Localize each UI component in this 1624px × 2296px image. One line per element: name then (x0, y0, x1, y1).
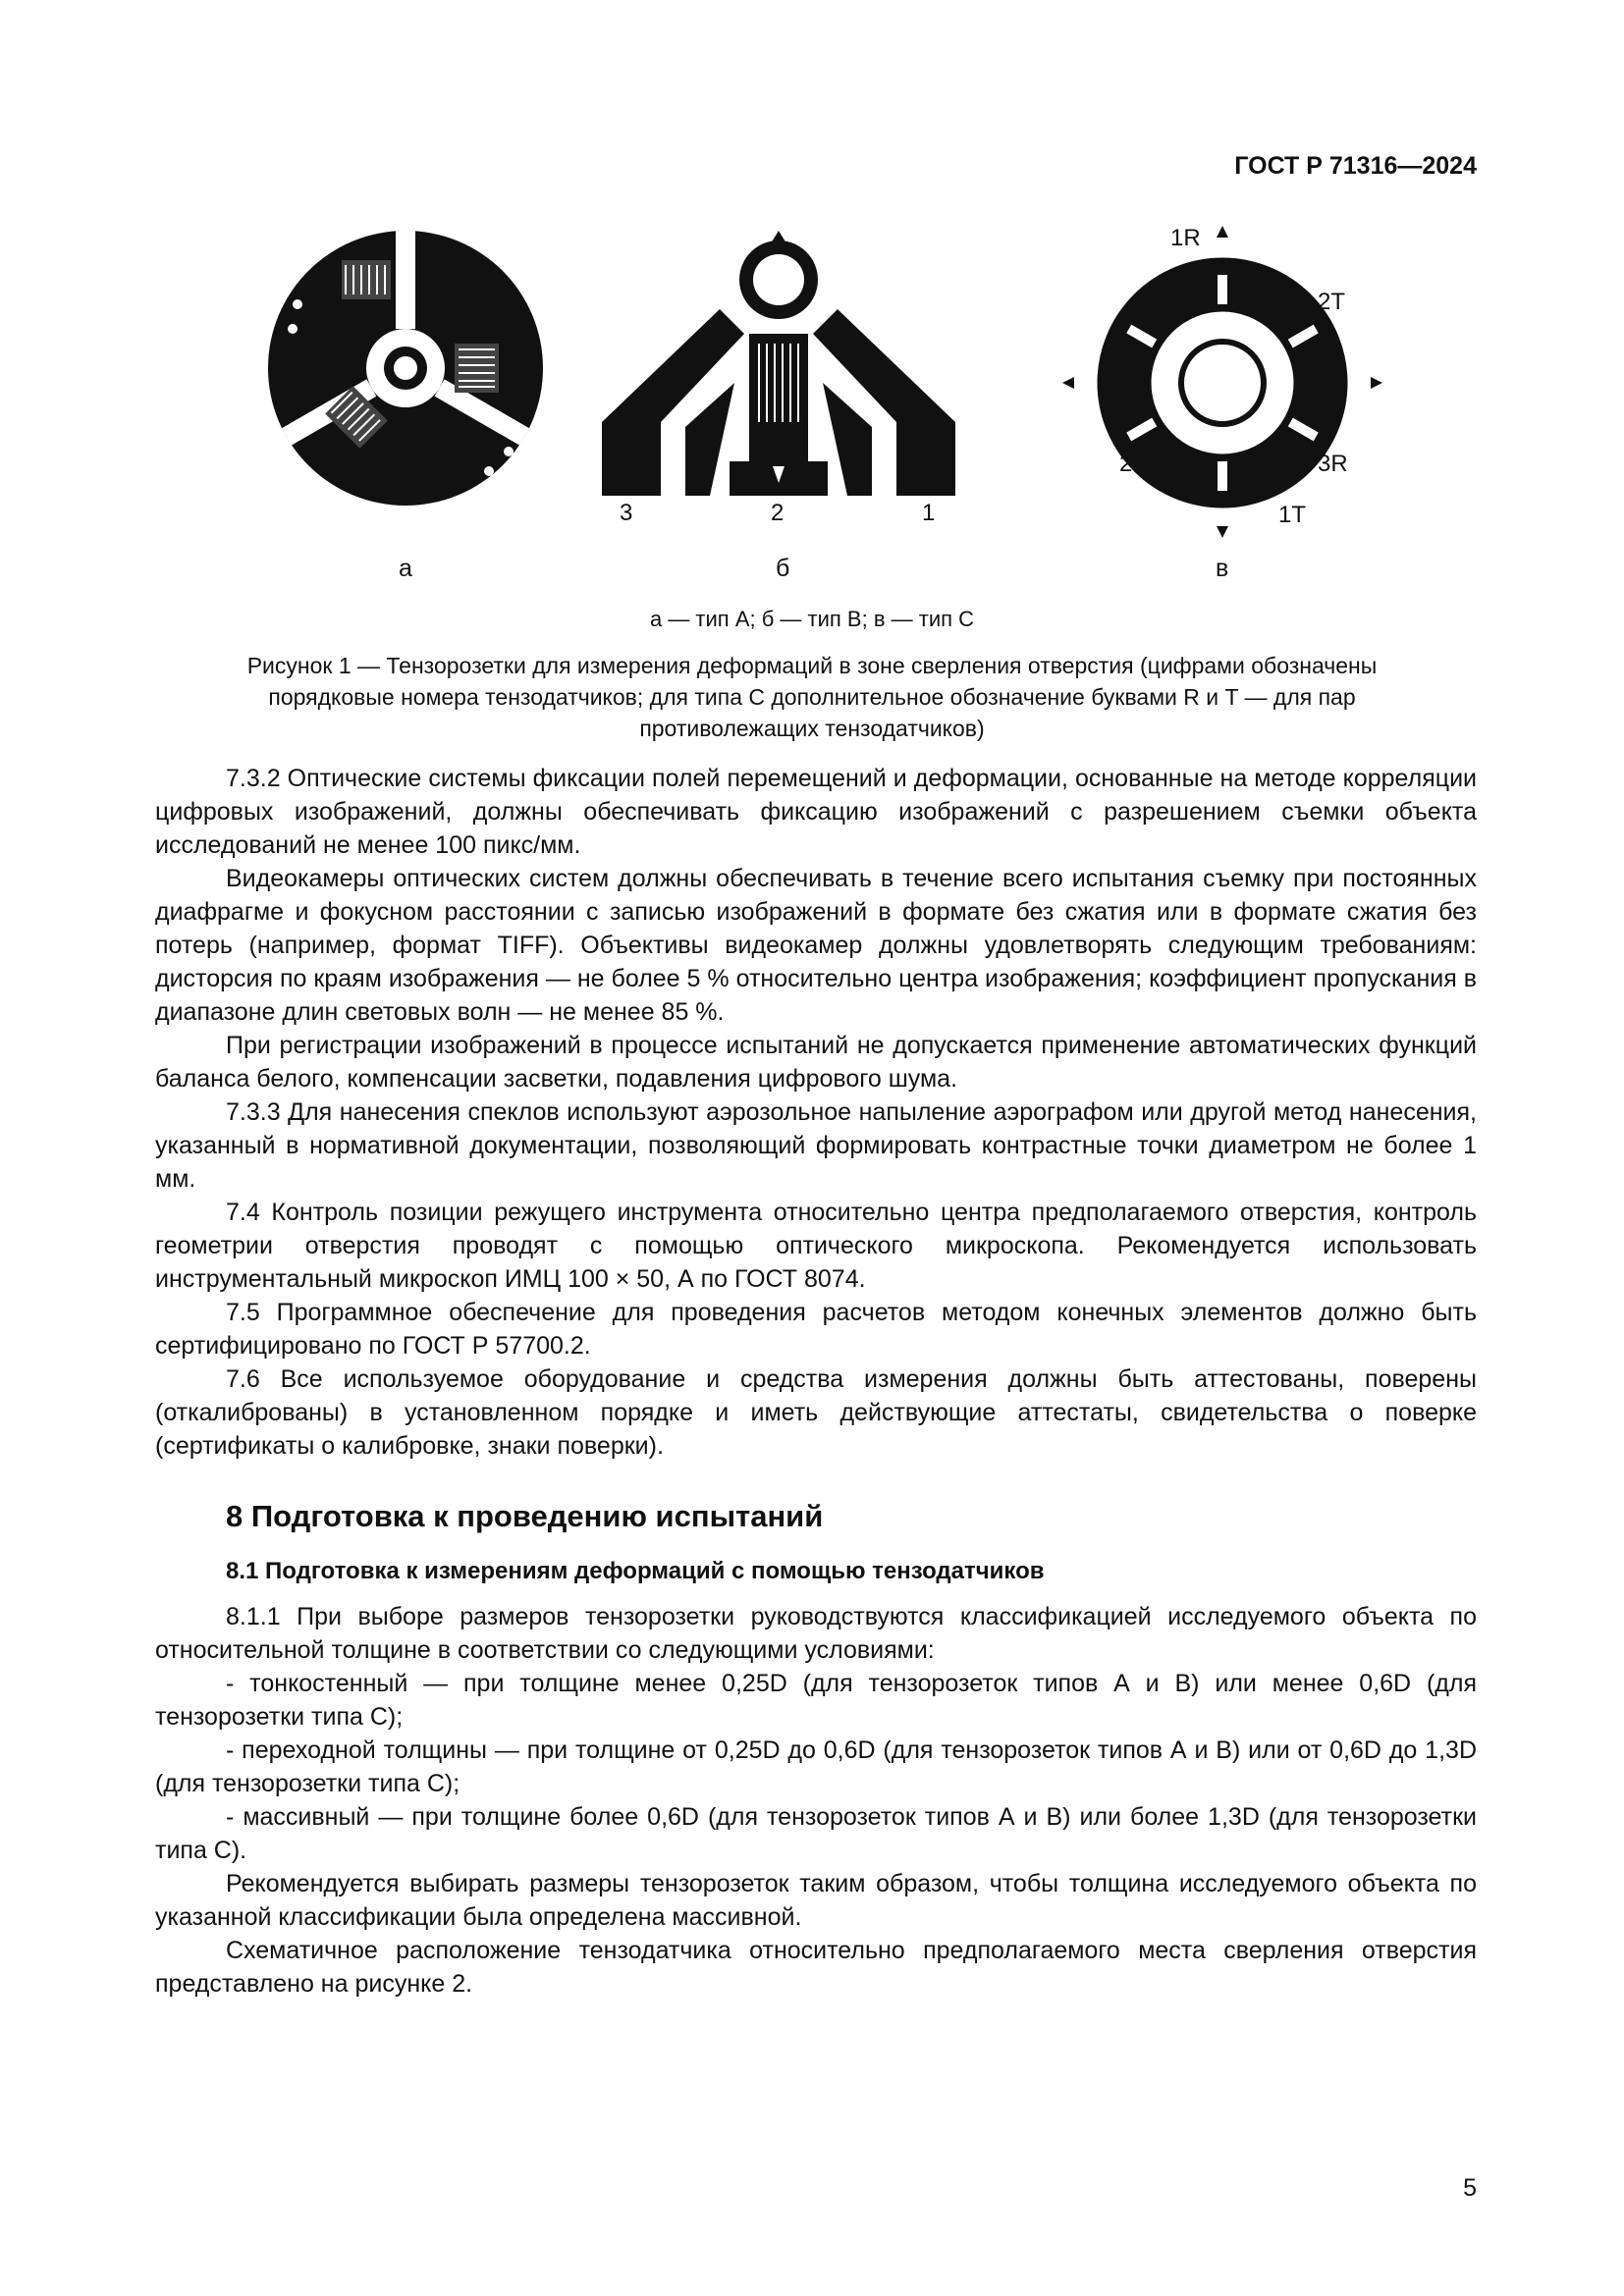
subsection-heading: 8.1 Подготовка к измерениям деформаций с помощью тензодатчиков (226, 1558, 1045, 1584)
gauge-number-2: 2 (771, 500, 785, 520)
paragraph-schematic: Схематичное расположение тензодатчика относительно предполагаемого места сверления отверстия представлено на рисунке 2. (155, 1937, 1477, 1998)
gauge-number-3: 3 (620, 500, 633, 520)
panel-c-label: в (1216, 555, 1229, 582)
panel-a-label: а (399, 555, 412, 582)
paragraph-7-5: 7.5 Программное обеспечение для проведения расчетов методом конечных элементов должно быть сертифицировано по ГОСТ Р 57700.2. (155, 1299, 1477, 1360)
list-item-massive: - массивный — при толщине более 0,6D (для тензорозеток типов А и В) или более 1,3D (для тензорозетки типа С). (155, 1803, 1477, 1864)
panel-b-label: б (776, 555, 790, 582)
gauge-label-2t: 2T (1318, 289, 1346, 315)
page-number: 5 (1463, 2174, 1477, 2202)
figure-sublegend: а — тип А; б — тип В; в — тип С (649, 607, 975, 631)
body-text (155, 762, 1477, 2001)
rosette-type-b-drawing (592, 226, 975, 520)
list-item-transitional: - переходной толщины — при толщине от 0,25D до 0,6D (для тензорозеток типов А и В) или от 0,6D до 1,3D (для тензорозетки типа С); (155, 1736, 1477, 1797)
rosette-type-a-drawing (263, 226, 548, 510)
gauge-label-3t: 3T (1123, 298, 1152, 325)
document-id: ГОСТ Р 71316—2024 (1234, 152, 1477, 180)
paragraph-7-3-2: 7.3.2 Оптические системы фиксации полей перемещений и деформации, основанные на методе корреляции цифровых изображений, должны обеспечивать фиксацию изображений с разрешением съемки объекта исследований не менее 100 пикс/мм. (155, 765, 1477, 859)
paragraph-7-4: 7.4 Контроль позиции режущего инструмента относительно центра предполагаемого отверстия, контроль геометрии отверстия проводят с помощью оптического микроскопа. Рекомендуется использовать инструментальный микроскоп ИМЦ 100 × 50, А по ГОСТ 8074. (155, 1199, 1477, 1293)
paragraph-video-cameras: Видеокамеры оптических систем должны обеспечивать в течение всего испытания съемку при постоянных диафрагме и фокусном расстоянии с записью изображений в формате без сжатия или в формате сжатия без потерь (например, формат TIFF). Объективы видеокамер должны удовлетворять следующим требованиям: дисторсия по краям изображения — не более 5 % относительно центра изображения; коэффициент пропускания в диапазоне длин световых волн — не менее 85 %. (155, 865, 1477, 1026)
figure-1 (147, 226, 1477, 599)
rosette-type-c-drawing (1060, 226, 1384, 540)
section-heading: 8 Подготовка к проведению испытаний (226, 1499, 824, 1533)
gauge-label-1r: 1R (1170, 226, 1201, 251)
paragraph-image-registration: При регистрации изображений в процессе испытаний не допускается применение автоматических функций баланса белого, компенсации засветки, подавления цифрового шума. (155, 1032, 1477, 1093)
gauge-label-3r: 3R (1318, 451, 1348, 477)
figure-caption: Рисунок 1 — Тензорозетки для измерения деформаций в зоне сверления отверстия (цифрами обозначены порядковые номера тензодатчиков; для типа С дополнительное обозначение буквами R и T — для пар противолежащих тензодатчиков) (246, 653, 1378, 741)
paragraph-7-3-3: 7.3.3 Для нанесения спеклов используют аэрозольное напыление аэрографом или другой метод нанесения, указанный в нормативной документации, позволяющий формировать контрастные точки диаметром не более 1 мм. (155, 1098, 1477, 1193)
list-item-thin-walled: - тонкостенный — при толщине менее 0,25D (для тензорозеток типов А и В) или менее 0,6D (для тензорозетки типа С); (155, 1670, 1477, 1731)
paragraph-recommendation: Рекомендуется выбирать размеры тензорозеток таким образом, чтобы толщина исследуемого объекта по указанной классификации была определена массивной. (155, 1870, 1477, 1931)
paragraph-7-6: 7.6 Все используемое оборудование и средства измерения должны быть аттестованы, поверены (откалиброваны) в установленном порядке и иметь действующие аттестаты, свидетельства о поверке (сертификаты о калибровке, знаки поверки). (155, 1365, 1477, 1460)
gauge-label-1t: 1T (1278, 502, 1307, 528)
gauge-number-1: 1 (922, 500, 936, 520)
gauge-label-2r: 2R (1119, 451, 1150, 477)
paragraph-8-1-1: 8.1.1 При выборе размеров тензорозетки руководствуются классификацией исследуемого объекта по относительной толщине в соответствии со следующими условиями: (155, 1603, 1477, 1664)
